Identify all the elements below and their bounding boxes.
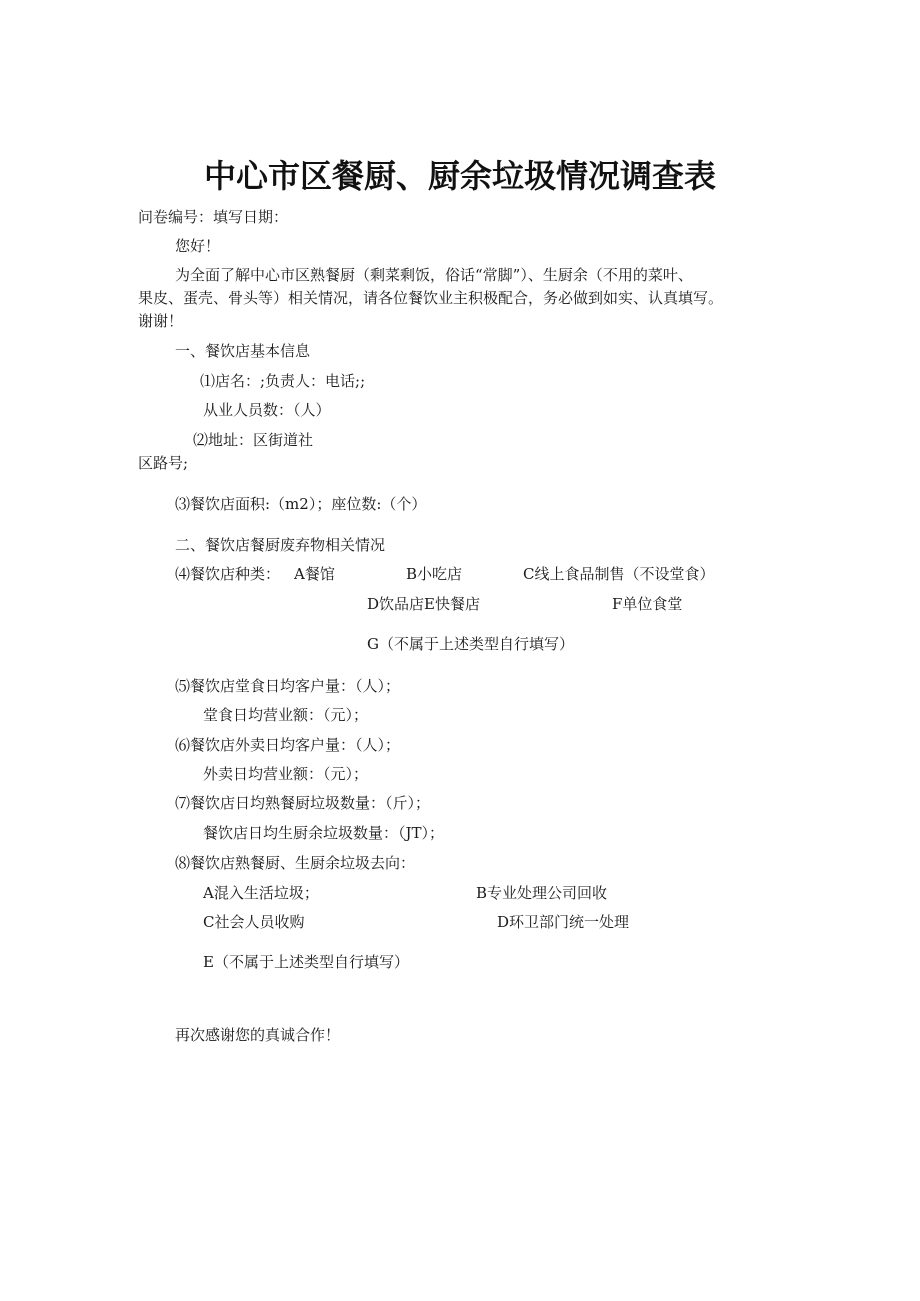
intro-line-2: 果皮、蛋壳、骨头等）相关情况，请各位餐饮业主积极配合，务必做到如实、认真填写。: [138, 289, 724, 307]
closing-thanks: 再次感谢您的真诚合作！: [175, 1026, 341, 1044]
questionnaire-meta: 问卷编号：填写日期：: [138, 208, 289, 226]
question-5-dine-in-revenue: 堂食日均营业额：（元）；: [203, 706, 369, 724]
q4-option-g: G（不属于上述类型自行填写）: [367, 635, 574, 653]
question-4-label: ⑷餐饮店种类：: [175, 565, 281, 583]
q8-option-d: D环卫部门统一处理: [497, 913, 630, 931]
section-2-heading: 二、餐饮店餐厨废弃物相关情况: [175, 536, 386, 554]
q4-option-c: C线上食品制售（不设堂食）: [523, 565, 715, 583]
q8-option-c: C社会人员收购: [203, 913, 305, 931]
q8-option-b: B专业处理公司回收: [476, 884, 608, 902]
intro-line-3: 谢谢！: [138, 312, 184, 330]
q8-option-e: E（不属于上述类型自行填写）: [203, 953, 409, 971]
question-6-takeout-customers: ⑹餐饮店外卖日均客户量：（人）；: [175, 736, 401, 754]
question-1-staff-count: 从业人员数：（人）: [203, 401, 331, 419]
question-1-shop-name: ⑴店名：;负责人：电话;;: [200, 372, 366, 390]
q8-option-a: A混入生活垃圾；: [203, 884, 319, 902]
question-2-address-cont: 区路号;: [138, 454, 189, 472]
page-title: 中心市区餐厨、厨余垃圾情况调查表: [203, 157, 716, 195]
question-8-label: ⑻餐饮店熟餐厨、生厨余垃圾去向：: [175, 854, 416, 872]
question-2-address: ⑵地址：区街道社: [193, 431, 314, 449]
intro-line-1: 为全面了解中心市区熟餐厨（剩菜剩饭，俗话“常脚”）、生厨余（不用的菜叶、: [175, 266, 693, 284]
greeting: 您好！: [175, 237, 221, 255]
q4-option-d-e: D饮品店E快餐店: [367, 595, 480, 613]
question-7-raw-waste: 餐饮店日均生厨余垃圾数量：（JT）；: [203, 824, 445, 842]
q4-option-a: A餐馆: [294, 565, 335, 583]
question-6-takeout-revenue: 外卖日均营业额：（元）；: [203, 765, 369, 783]
q4-option-f: F单位食堂: [612, 595, 683, 613]
section-1-heading: 一、餐饮店基本信息: [175, 342, 311, 360]
question-7-cooked-waste: ⑺餐饮店日均熟餐厨垃圾数量：（斤）；: [175, 794, 431, 812]
question-5-dine-in-customers: ⑸餐饮店堂食日均客户量：（人）；: [175, 677, 401, 695]
q4-option-b: B小吃店: [406, 565, 463, 583]
question-3-area-seats: ⑶餐饮店面积:（m2）；座位数:（个）: [175, 495, 427, 513]
